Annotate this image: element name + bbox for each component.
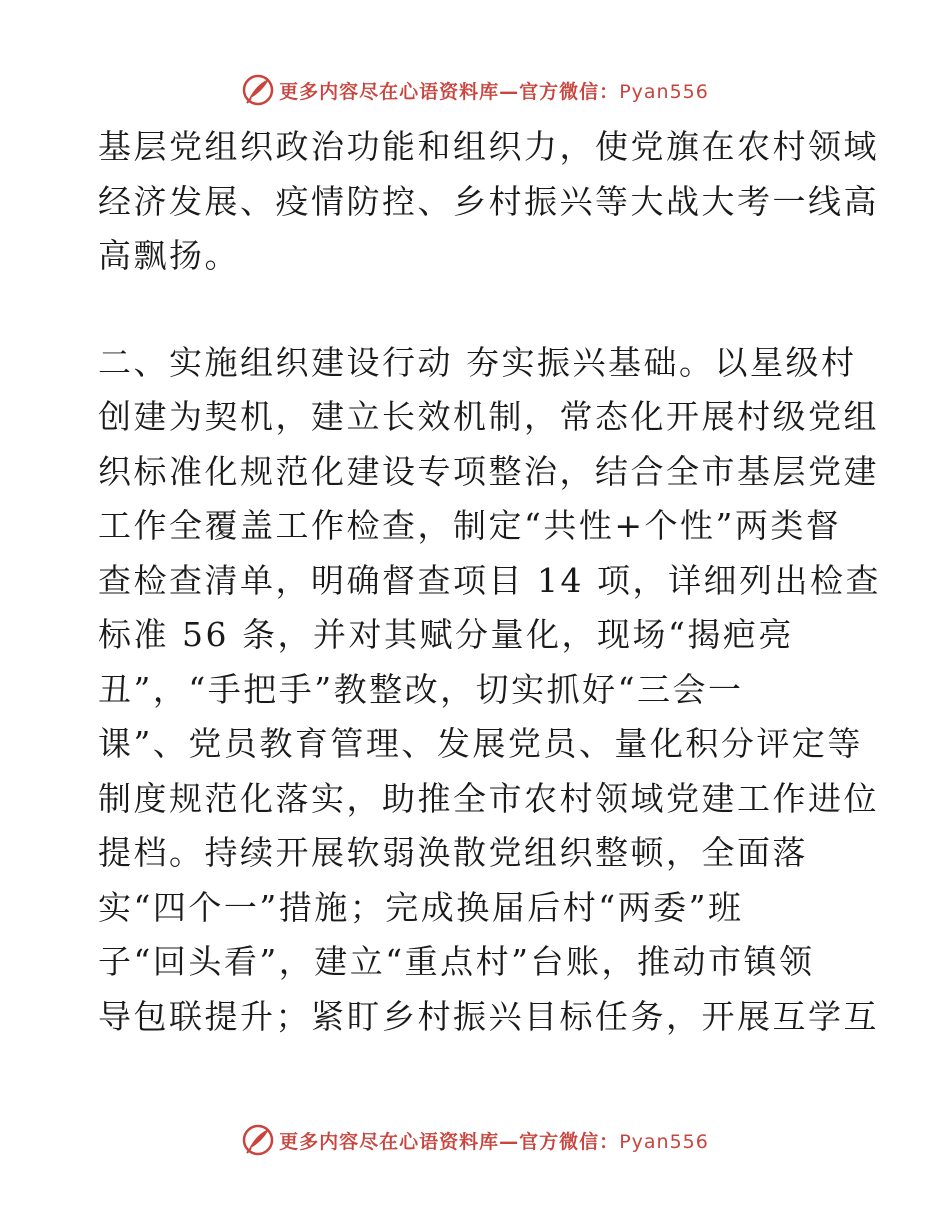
text-line: 二、实施组织建设行动 夯实振兴基础。以星级村 (98, 342, 857, 382)
watermark-text (279, 77, 709, 104)
feather-pen-logo-icon (241, 1123, 275, 1157)
text-line: 基层党组织政治功能和组织力，使党旗在农村领域 (98, 127, 879, 166)
header-watermark (0, 70, 950, 110)
footer-watermark (0, 1120, 950, 1160)
text-line: 提档。持续开展软弱涣散党组织整顿，全面落 (98, 833, 808, 872)
paragraph-gap (98, 284, 858, 336)
watermark-brand: 更多内容尽在心语资料库 (279, 80, 500, 103)
watermark-separator: —官方微信： (499, 80, 620, 103)
paragraph-1 (98, 120, 879, 284)
text-line: 查检查清单，明确督查项目 14 项，详细列出检查 (98, 560, 881, 600)
text-line: 高飘扬。 (98, 236, 240, 275)
text-line: 实“四个一”措施；完成换届后村“两委”班 (98, 887, 744, 927)
text-line: 标准 56 条，并对其赋分量化，现场“揭疤亮 (98, 615, 794, 654)
watermark-separator: —官方微信： (499, 1130, 620, 1153)
feather-pen-logo-icon (241, 73, 275, 107)
text-line: 制度规范化落实，助推全市农村领域党建工作进位 (98, 778, 879, 818)
text-line: 课”、党员教育管理、发展党员、量化积分评定等 (98, 724, 863, 763)
text-line: 创建为契机，建立长效机制，常态化开展村级党组 (98, 397, 879, 436)
watermark-brand: 更多内容尽在心语资料库 (279, 1130, 500, 1153)
paragraph-2 (98, 336, 881, 1045)
text-line: 工作全覆盖工作检查，制定“共性+个性”两类督 (98, 506, 842, 545)
watermark-text (279, 1127, 709, 1154)
text-line: 子“回头看”，建立“重点村”台账，推动市镇领 (98, 942, 815, 981)
watermark-contact: Pyan556 (619, 80, 709, 103)
text-line: 导包联提升；紧盯乡村振兴目标任务，开展互学互 (98, 996, 879, 1036)
watermark-contact: Pyan556 (619, 1130, 709, 1153)
text-line: 织标准化规范化建设专项整治，结合全市基层党建 (98, 451, 879, 491)
text-line: 丑”，“手把手”教整改，切实抓好“三会一 (98, 669, 744, 709)
document-body (98, 120, 881, 1044)
text-line: 经济发展、疫情防控、乡村振兴等大战大考一线高 (98, 181, 879, 221)
